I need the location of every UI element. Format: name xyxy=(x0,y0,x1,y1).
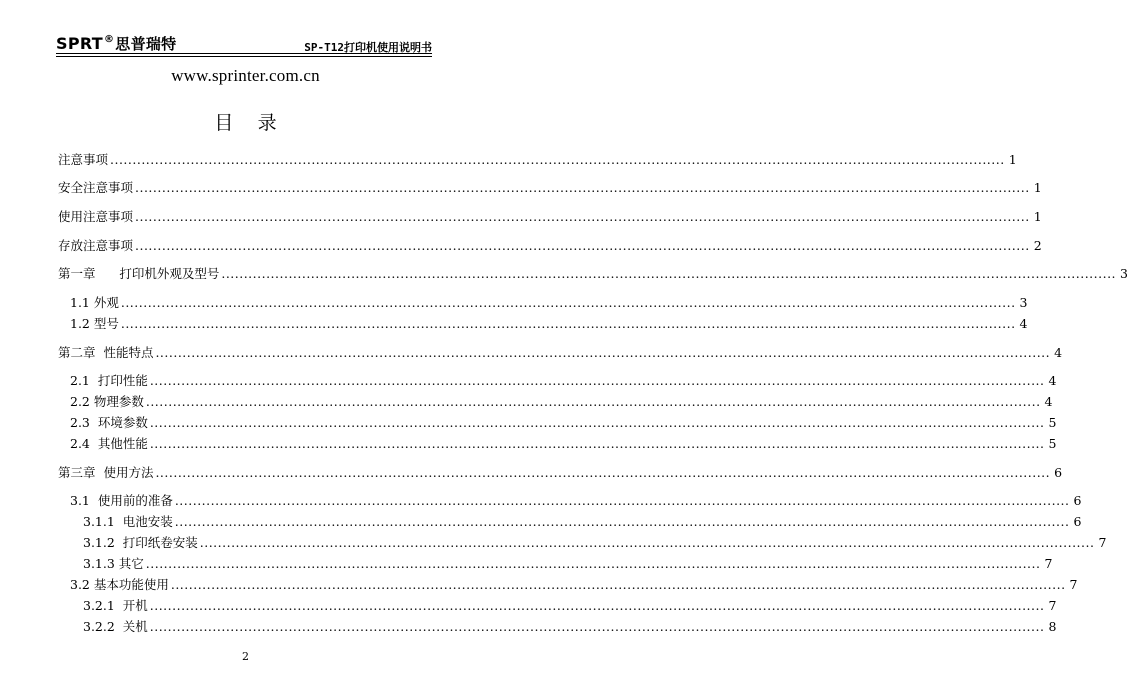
toc-entry-page: 8 xyxy=(1048,619,1057,634)
dot-leader: ........................................................................................................................................................................................................ xyxy=(145,556,1041,571)
toc-entry-page: 7 xyxy=(1098,535,1107,550)
toc-entry[interactable] xyxy=(58,209,1042,225)
toc-entry-label: 1.1 外观 xyxy=(70,295,119,310)
toc-entry-page: 4 xyxy=(1044,394,1053,409)
toc-entry[interactable] xyxy=(70,577,1078,593)
toc-entry[interactable] xyxy=(83,556,1053,572)
registered-mark: ® xyxy=(103,34,115,45)
dot-leader: ........................................................................................................................................................................................................ xyxy=(149,373,1045,388)
dot-leader: ........................................................................................................................................................................................................ xyxy=(120,295,1016,310)
toc-entry-page: 6 xyxy=(1073,493,1082,508)
toc-entry-page: 3 xyxy=(1019,295,1028,310)
toc-entry-label: 3.2 基本功能使用 xyxy=(70,577,169,592)
toc-entry-label: 2.2 物理参数 xyxy=(70,394,144,409)
dot-leader: ........................................................................................................................................................................................................ xyxy=(149,619,1045,634)
toc-entry-label: 第二章 性能特点 xyxy=(58,345,154,360)
toc-entry-label: 1.2 型号 xyxy=(70,316,119,331)
toc-entry-label: 注意事项 xyxy=(58,152,109,167)
toc-entry-page: 3 xyxy=(1120,266,1128,281)
toc-entry[interactable] xyxy=(83,619,1057,635)
toc-entry-page: 4 xyxy=(1019,316,1028,331)
toc-entry-label: 第一章 打印机外观及型号 xyxy=(58,266,220,281)
toc-title: 目 录 xyxy=(214,112,277,134)
toc-entry-page: 1 xyxy=(1033,209,1042,224)
toc-entry-page: 7 xyxy=(1048,598,1057,613)
header-rule-thin xyxy=(56,56,432,57)
toc-entry-page: 6 xyxy=(1073,514,1082,529)
toc-entry-label: 3.2.1 开机 xyxy=(83,598,148,613)
toc-entry-label: 2.1 打印性能 xyxy=(70,373,148,388)
toc-entry-label: 安全注意事项 xyxy=(58,180,134,195)
dot-leader: ........................................................................................................................................................................................................ xyxy=(135,180,1030,195)
toc-entry-label: 存放注意事项 xyxy=(58,238,134,253)
dot-leader: ........................................................................................................................................................................................................ xyxy=(174,514,1070,529)
toc-entry[interactable] xyxy=(70,316,1028,332)
toc-entry-page: 1 xyxy=(1033,180,1042,195)
toc-entry-label: 使用注意事项 xyxy=(58,209,134,224)
website-url: www.sprinter.com.cn xyxy=(171,66,320,85)
toc-entry[interactable] xyxy=(70,373,1057,389)
toc-entry-label: 3.1.1 电池安装 xyxy=(83,514,173,529)
toc-entry[interactable] xyxy=(58,465,1063,481)
toc-entry[interactable] xyxy=(83,535,1107,551)
dot-leader: ........................................................................................................................................................................................................ xyxy=(155,465,1051,480)
dot-leader: ........................................................................................................................................................................................................ xyxy=(170,577,1066,592)
toc-entry-page: 6 xyxy=(1054,465,1063,480)
dot-leader: ........................................................................................................................................................................................................ xyxy=(149,436,1045,451)
toc-entry[interactable] xyxy=(83,514,1082,530)
toc-entry-label: 2.4 其他性能 xyxy=(70,436,148,451)
toc-entry[interactable] xyxy=(58,180,1042,196)
page-header xyxy=(56,33,432,55)
toc-entry[interactable] xyxy=(70,295,1028,311)
dot-leader: ........................................................................................................................................................................................................ xyxy=(155,345,1051,360)
toc-entry[interactable] xyxy=(70,493,1082,509)
toc-entry[interactable] xyxy=(58,266,1128,282)
toc-entry[interactable] xyxy=(70,394,1053,410)
toc-entry-label: 3.1.2 打印纸卷安装 xyxy=(83,535,198,550)
dot-leader: ........................................................................................................................................................................................................ xyxy=(145,394,1041,409)
toc-entry[interactable] xyxy=(58,345,1063,361)
dot-leader: ........................................................................................................................................................................................................ xyxy=(221,266,1117,281)
dot-leader: ........................................................................................................................................................................................................ xyxy=(135,209,1030,224)
brand-logo xyxy=(56,33,176,54)
toc-entry-page: 5 xyxy=(1048,436,1057,451)
toc-entry-label: 3.1.3 其它 xyxy=(83,556,144,571)
toc-entry-label: 3.1 使用前的准备 xyxy=(70,493,173,508)
toc-entry-label: 第三章 使用方法 xyxy=(58,465,154,480)
toc-entry[interactable] xyxy=(70,415,1057,431)
toc-entry[interactable] xyxy=(70,436,1057,452)
document-title: SP-T12打印机使用说明书 xyxy=(304,41,432,54)
toc-entry-page: 5 xyxy=(1048,415,1057,430)
toc-entry[interactable] xyxy=(58,238,1042,254)
brand-latin: SPRT xyxy=(56,34,103,53)
dot-leader: ........................................................................................................................................................................................................ xyxy=(149,598,1045,613)
toc-entry-page: 1 xyxy=(1008,152,1017,167)
dot-leader: ........................................................................................................................................................................................................ xyxy=(199,535,1095,550)
dot-leader: ........................................................................................................................................................................................................ xyxy=(110,152,1005,167)
toc-entry[interactable] xyxy=(58,152,1017,168)
header-rule-thick xyxy=(56,53,432,54)
brand-chinese: 思普瑞特 xyxy=(115,35,177,53)
toc-entry-label: 2.3 环境参数 xyxy=(70,415,148,430)
toc-entry-label: 3.2.2 关机 xyxy=(83,619,148,634)
dot-leader: ........................................................................................................................................................................................................ xyxy=(174,493,1070,508)
dot-leader: ........................................................................................................................................................................................................ xyxy=(149,415,1045,430)
dot-leader: ........................................................................................................................................................................................................ xyxy=(135,238,1030,253)
toc-entry-page: 4 xyxy=(1048,373,1057,388)
toc-entry-page: 7 xyxy=(1044,556,1053,571)
toc-entry-page: 7 xyxy=(1069,577,1078,592)
toc-entry[interactable] xyxy=(83,598,1057,614)
toc-entry-page: 4 xyxy=(1054,345,1063,360)
page-number: 2 xyxy=(242,650,249,663)
dot-leader: ........................................................................................................................................................................................................ xyxy=(120,316,1016,331)
toc-entry-page: 2 xyxy=(1033,238,1042,253)
